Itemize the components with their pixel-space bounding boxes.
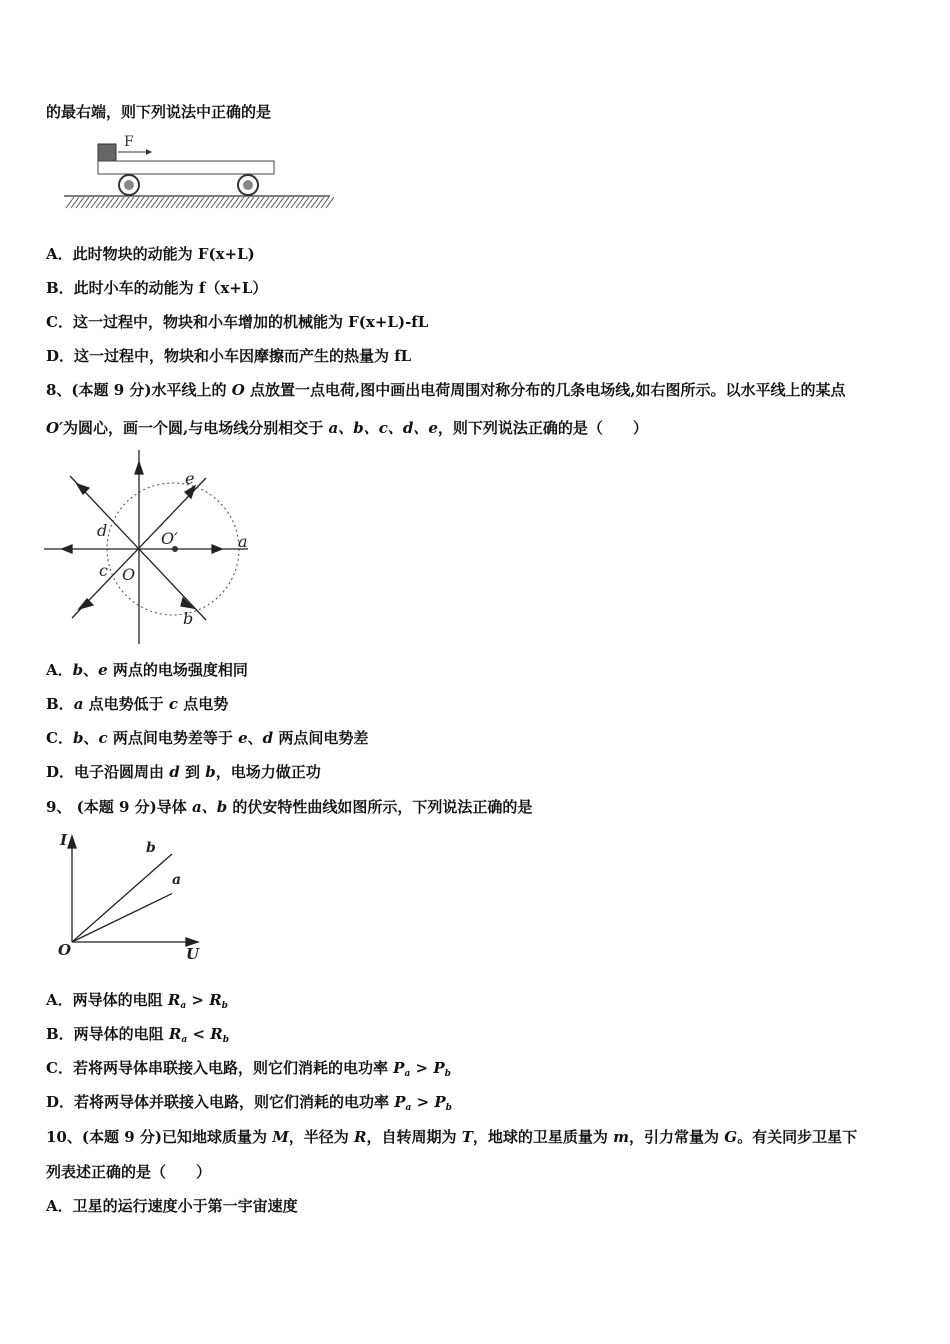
label-a: a [238, 532, 248, 551]
block [98, 144, 116, 161]
axis-label-U: U [186, 945, 200, 963]
series-line-a [72, 894, 172, 942]
label-O: O [122, 565, 136, 584]
label-b: b [183, 609, 194, 628]
force-label: F [124, 134, 134, 150]
electric-field-figure [42, 448, 256, 646]
label-O-prime: O′ [161, 529, 178, 548]
q9-stem: 9、 (本题 9 分)导体 a、b 的伏安特性曲线如图所示，下列说法正确的是 [46, 798, 533, 816]
q9-option-a: A．两导体的电阻 $R_a > R_b$ [46, 991, 228, 1011]
series-label-b: b [146, 840, 156, 856]
q10-stem-line2: 列表述正确的是（ ） [46, 1163, 212, 1181]
q10-option-a: A．卫星的运行速度小于第一宇宙速度 [46, 1197, 298, 1215]
q7-option-a: A．此时物块的动能为 F(x+L) [46, 245, 255, 263]
cart-board [98, 161, 274, 174]
q8-option-c: C．b、c 两点间电势差等于 e、d 两点间电势差 [46, 729, 369, 747]
ground-hatching [66, 197, 334, 208]
force-arrowhead [146, 149, 152, 155]
y-axis-arrow [68, 836, 76, 848]
origin-label: O [58, 941, 72, 959]
q7-option-d: D．这一过程中，物块和小车因摩擦而产生的热量为 fL [46, 347, 412, 365]
q7-option-c: C．这一过程中，物块和小车增加的机械能为 F(x+L)-fL [46, 313, 429, 331]
q8-option-a: A．b、e 两点的电场强度相同 [46, 661, 248, 679]
wheel-left [119, 175, 139, 195]
q8-option-b: B．a 点电势低于 c 点电势 [46, 695, 229, 713]
arrowhead-downleft [79, 599, 93, 609]
label-e: e [185, 469, 195, 488]
q7-option-b: B．此时小车的动能为 f（x+L） [46, 279, 268, 297]
q9-option-b: B．两导体的电阻 $R_a < R_b$ [46, 1025, 229, 1045]
q9-option-d: D．若将两导体并联接入电路，则它们消耗的电功率 $P_a > P_b$ [46, 1093, 452, 1113]
q8-stem-line1: 8、(本题 9 分)水平线上的 O 点放置一点电荷,图中画出电荷周围对称分布的几条电场线,如右图所示。以水平线上的某点 [46, 381, 846, 399]
intro-text: 的最右端，则下列说法中正确的是 [46, 103, 272, 121]
label-d: d [97, 521, 108, 540]
iv-chart [52, 828, 208, 964]
axis-label-I: I [60, 831, 68, 849]
arrowhead-right [212, 545, 222, 553]
q8-stem-line2: O′为圆心，画一个圆,与电场线分别相交于 a、b、c、d、e，则下列说法正确的是（ ） [46, 419, 648, 437]
arrowhead-left [62, 545, 72, 553]
label-c: c [99, 561, 108, 580]
q9-option-c: C．若将两导体串联接入电路，则它们消耗的电功率 $P_a > P_b$ [46, 1059, 451, 1079]
wheel-right [238, 175, 258, 195]
q10-stem-line1: 10、(本题 9 分)已知地球质量为 M，半径为 R，自转周期为 T，地球的卫星质量为 m，引力常量为 G。有关同步卫星下 [46, 1128, 858, 1146]
q8-option-d: D．电子沿圆周由 d 到 b，电场力做正功 [46, 763, 321, 781]
series-line-b [72, 854, 172, 942]
arrowhead-upleft [77, 484, 89, 494]
arrowhead-up [135, 462, 143, 474]
series-label-a: a [172, 872, 182, 888]
cart-figure [62, 130, 334, 214]
